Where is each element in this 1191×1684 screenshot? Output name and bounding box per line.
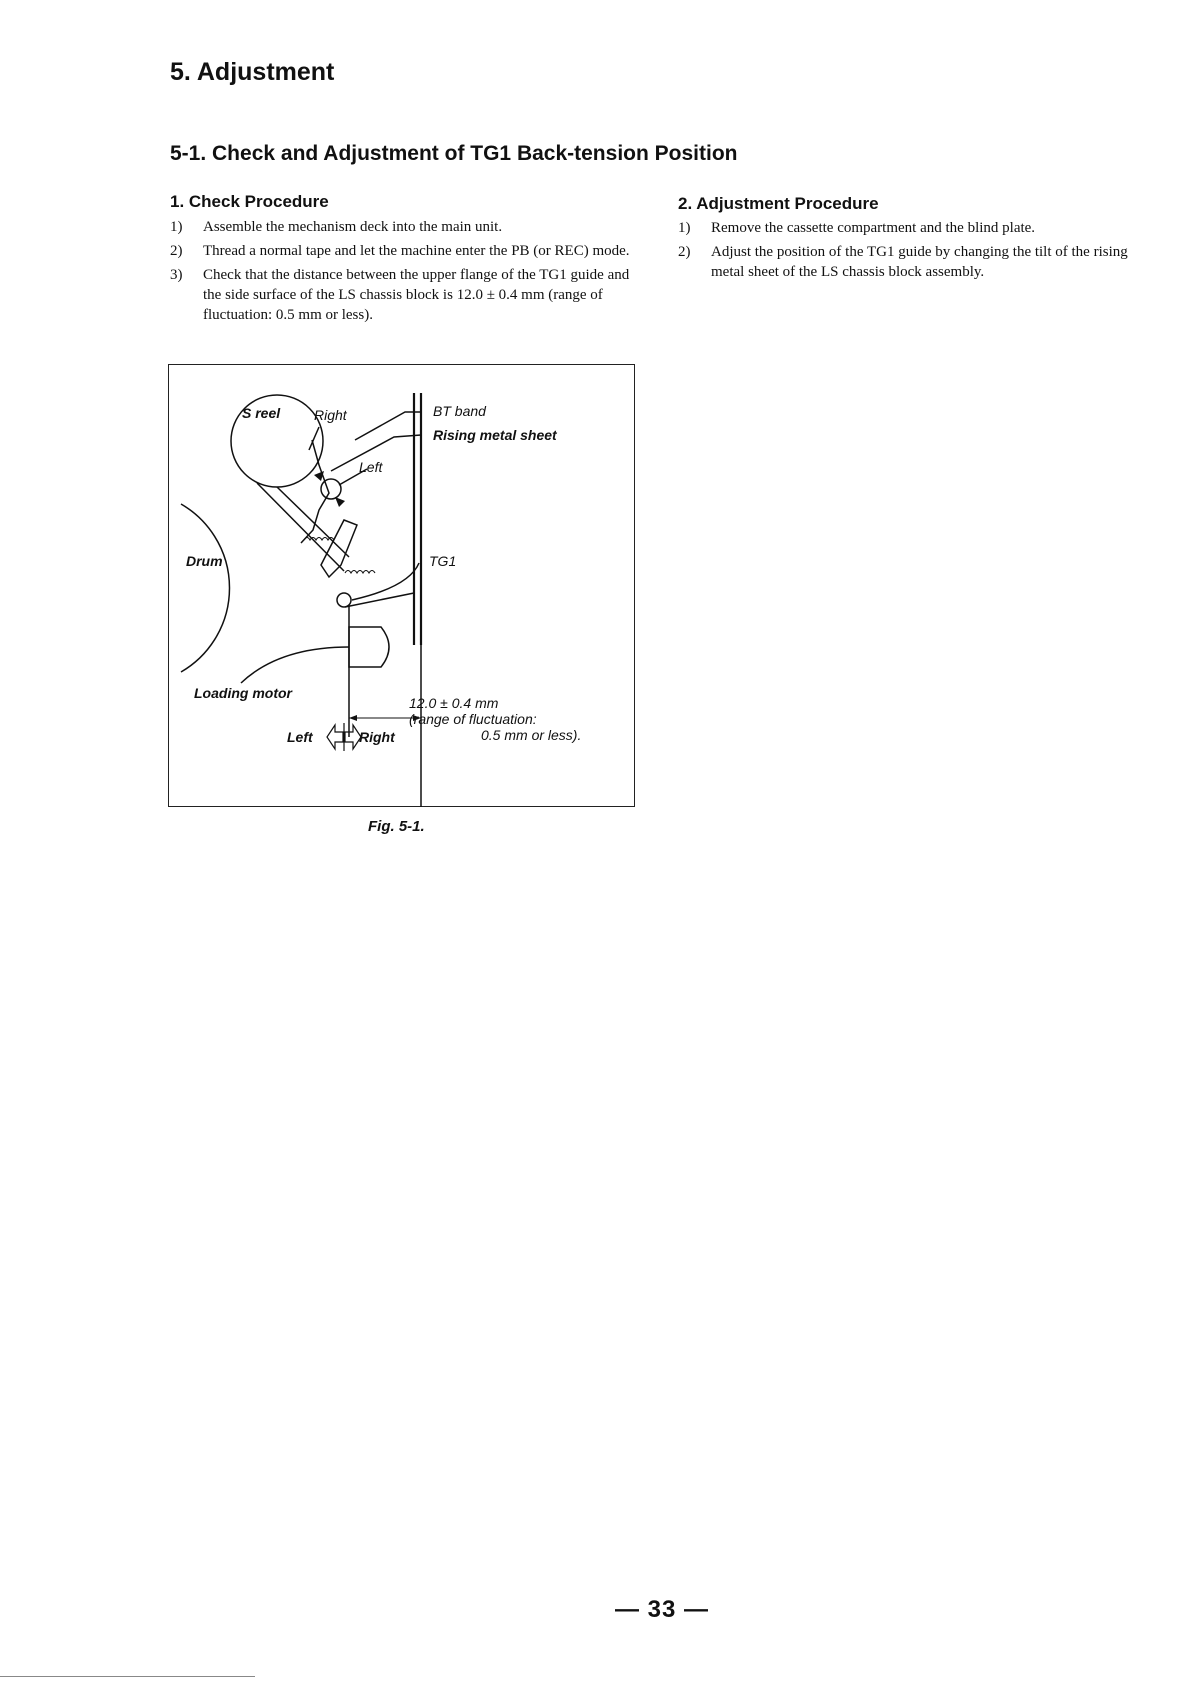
tape-path [345,593,414,607]
page-number: — 33 — [615,1596,710,1623]
check-step [170,265,637,325]
spring [304,538,334,541]
tension-arm [321,520,357,577]
figure-5-1 [168,364,635,807]
check-step [170,217,637,237]
left-label: Left [359,459,383,475]
adjust-step [678,242,1148,282]
direction-arrow [314,471,324,481]
bottom-left-label: Left [287,729,313,745]
s-reel-label: S reel [242,405,281,421]
bt-band-label: BT band [433,403,486,419]
figure-caption: Fig. 5-1. [368,818,425,835]
step-number: 2) [678,244,691,260]
step-number: 3) [170,267,183,283]
adjust-step [678,218,1148,238]
loading-motor-label: Loading motor [194,685,292,701]
step-number: 1) [170,219,183,235]
loading-motor-shape [349,627,389,667]
tape-path [277,487,349,557]
rising-metal-sheet-label: Rising metal sheet [433,427,557,443]
spring [345,571,375,574]
tape-path [257,483,344,571]
step-number: 2) [170,243,183,259]
adjustment-procedure-steps [678,218,1148,286]
step-text: Check that the distance between the upper flange of the TG1 guide and the side surface of the LS chassis block is 12.0 ± 0.4 mm (range of fluctuation: 0.5 mm or less). [203,267,630,323]
step-text: Assemble the mechanism deck into the main unit. [203,219,503,235]
bt-band-arm [301,440,329,543]
bottom-rule [0,1676,255,1677]
measurement-range-line-1: (range of fluctuation: [409,711,537,727]
step-text: Remove the cassette compartment and the blind plate. [711,220,1036,236]
check-step [170,241,637,261]
left-direction-arrow [327,725,343,749]
check-procedure-heading: 1. Check Procedure [170,192,329,211]
tg1-guide [337,593,351,607]
right-label: Right [314,407,347,423]
step-text: Adjust the position of the TG1 guide by changing the tilt of the rising metal sheet of the LS chassis block assembly. [711,244,1128,280]
adjustment-procedure-heading: 2. Adjustment Procedure [678,194,879,213]
page-title: 5. Adjustment [170,58,335,86]
arm-pivot [321,479,341,499]
step-text: Thread a normal tape and let the machine enter the PB (or REC) mode. [203,243,630,259]
measurement-value: 12.0 ± 0.4 mm [409,695,499,711]
section-title: 5-1. Check and Adjustment of TG1 Back-tension Position [170,142,738,165]
drum-label: Drum [186,553,223,569]
direction-arrow [335,497,345,507]
tg1-label: TG1 [429,553,457,569]
bottom-right-label: Right [359,729,395,745]
step-number: 1) [678,220,691,236]
measurement-range-line-2: 0.5 mm or less). [481,727,582,743]
dimension-arrow [349,715,357,721]
check-procedure-steps [170,217,637,329]
loading-motor-leader [241,647,349,683]
drum-shape [181,504,229,672]
